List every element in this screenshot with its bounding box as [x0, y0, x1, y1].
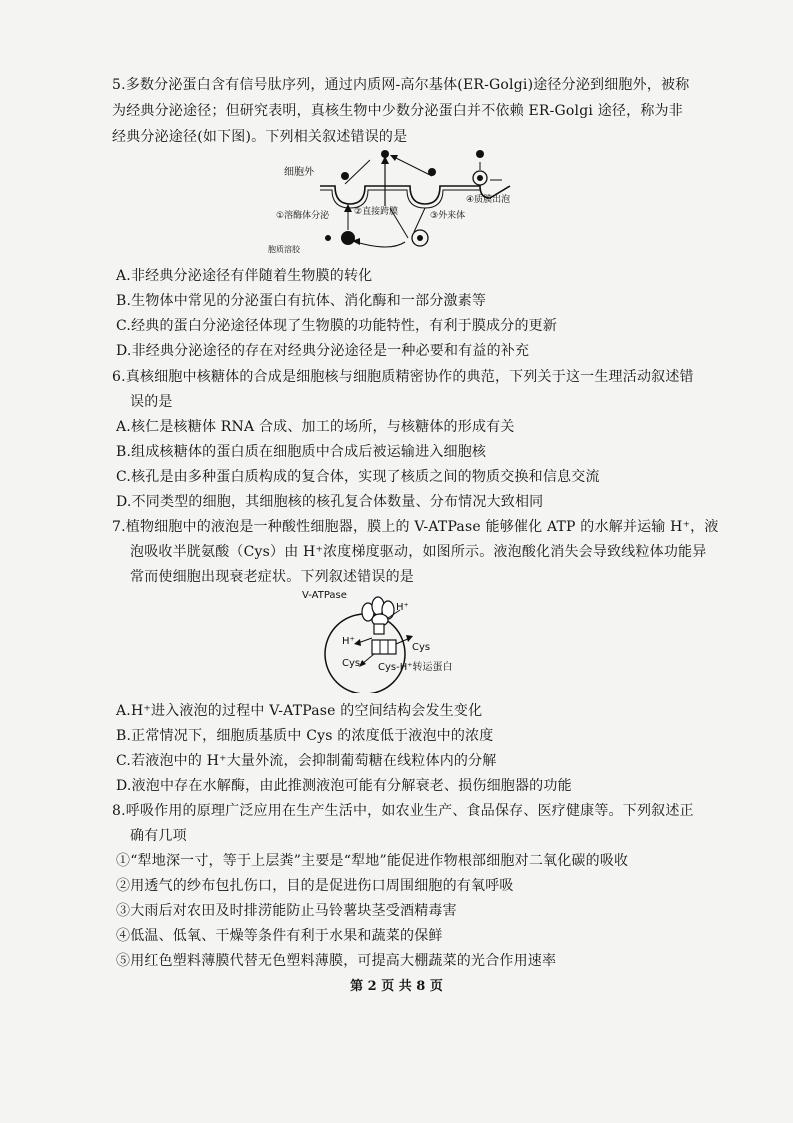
q7-label-vatpase: V-ATPase [302, 590, 347, 601]
page-footer: 第 2 页 共 8 页 [350, 979, 443, 994]
q5-label-bleb: ④质膜出泡 [466, 195, 511, 205]
q7-vacuole-diagram [300, 588, 500, 693]
q5-stem-line-1: 5.多数分泌蛋白含有信号肽序列，通过内质网-高尔基体(ER-Golgi)途径分泌到细胞外，被称 [112, 77, 690, 93]
q7-stem-line-1: 7.植物细胞中的液泡是一种酸性细胞器，膜上的 V-ATPase 能够催化 ATP 的水解并运输 H⁺，液 [112, 519, 719, 535]
q8-item-2: ②用透气的纱布包扎伤口，目的是促进伤口周围细胞的有氧呼吸 [116, 878, 514, 894]
q6-option-c: C.核孔是由多种蛋白质构成的复合体，实现了核质之间的物质交换和信息交流 [116, 469, 600, 485]
q6-stem-line-1: 6.真核细胞中核糖体的合成是细胞核与细胞质精密协作的典范，下列关于这一生理活动叙述错 [112, 369, 694, 385]
q7-option-b: B.正常情况下，细胞质基质中 Cys 的浓度低于液泡中的浓度 [116, 728, 494, 744]
q7-option-a: A.H⁺进入液泡的过程中 V-ATPase 的空间结构会发生变化 [116, 703, 483, 719]
q8-item-5: ⑤用红色塑料薄膜代替无色塑料薄膜，可提高大棚蔬菜的光合作用速率 [116, 953, 557, 969]
q7-label-cys-out: Cys [412, 642, 431, 653]
q7-label-h-in: H⁺ [342, 636, 355, 647]
q5-label-outside: 细胞外 [284, 167, 314, 178]
q6-option-a: A.核仁是核糖体 RNA 合成、加工的场所，与核糖体的形成有关 [116, 419, 515, 435]
q5-stem-line-2: 为经典分泌途径；但研究表明，真核生物中少数分泌蛋白并不依赖 ER-Golgi 途径，称为非 [112, 103, 683, 119]
q5-option-a: A.非经典分泌途径有伴随着生物膜的转化 [116, 268, 373, 284]
q5-label-direct: ②直接跨膜 [354, 207, 399, 217]
q5-option-d: D.非经典分泌途径的存在对经典分泌途径是一种必要和有益的补充 [116, 343, 530, 359]
q6-option-b: B.组成核糖体的蛋白质在细胞质中合成后被运输进入细胞核 [116, 444, 487, 460]
q7-stem-line-3: 常而使细胞出现衰老症状。下列叙述错误的是 [130, 569, 414, 585]
q7-label-transporter: Cys-H⁺转运蛋白 [378, 662, 453, 673]
q5-label-lysosome: ①溶酶体分泌 [276, 211, 330, 221]
q5-option-c: C.经典的蛋白分泌途径体现了生物膜的功能特性，有利于膜成分的更新 [116, 318, 558, 334]
q8-stem-line-2: 确有几项 [130, 828, 187, 844]
q5-label-exosome: ③外来体 [430, 211, 466, 221]
q7-label-cys-in: Cys [342, 658, 361, 669]
q6-option-d: D.不同类型的细胞，其细胞核的核孔复合体数量、分布情况大致相同 [116, 494, 544, 510]
q8-item-3: ③大雨后对农田及时排涝能防止马铃薯块茎受酒精毒害 [116, 903, 457, 919]
q8-stem-line-1: 8.呼吸作用的原理广泛应用在生产生活中，如农业生产、食品保存、医疗健康等。下列叙述正 [112, 803, 694, 819]
q8-item-1: ①“犁地深一寸，等于上层粪”主要是“犁地”能促进作物根部细胞对二氧化碳的吸收 [116, 853, 629, 869]
q5-secretion-diagram [268, 146, 520, 258]
q7-option-c: C.若液泡中的 H⁺大量外流，会抑制葡萄糖在线粒体内的分解 [116, 753, 497, 769]
q8-item-4: ④低温、低氧、干燥等条件有利于水果和蔬菜的保鲜 [116, 928, 443, 944]
q5-option-b: B.生物体中常见的分泌蛋白有抗体、消化酶和一部分激素等 [116, 293, 487, 309]
q6-stem-line-2: 误的是 [130, 394, 173, 410]
q7-stem-line-2: 泡吸收半胱氨酸（Cys）由 H⁺浓度梯度驱动，如图所示。液泡酸化消失会导致线粒体功能异 [130, 544, 707, 560]
q7-label-h-out: H⁺ [396, 602, 409, 613]
q7-option-d: D.液泡中存在水解酶，由此推测液泡可能有分解衰老、损伤细胞器的功能 [116, 778, 572, 794]
q5-stem-line-3: 经典分泌途径(如下图)。下列相关叙述错误的是 [112, 129, 408, 145]
q5-label-cytosol: 胞质溶胶 [268, 245, 300, 254]
